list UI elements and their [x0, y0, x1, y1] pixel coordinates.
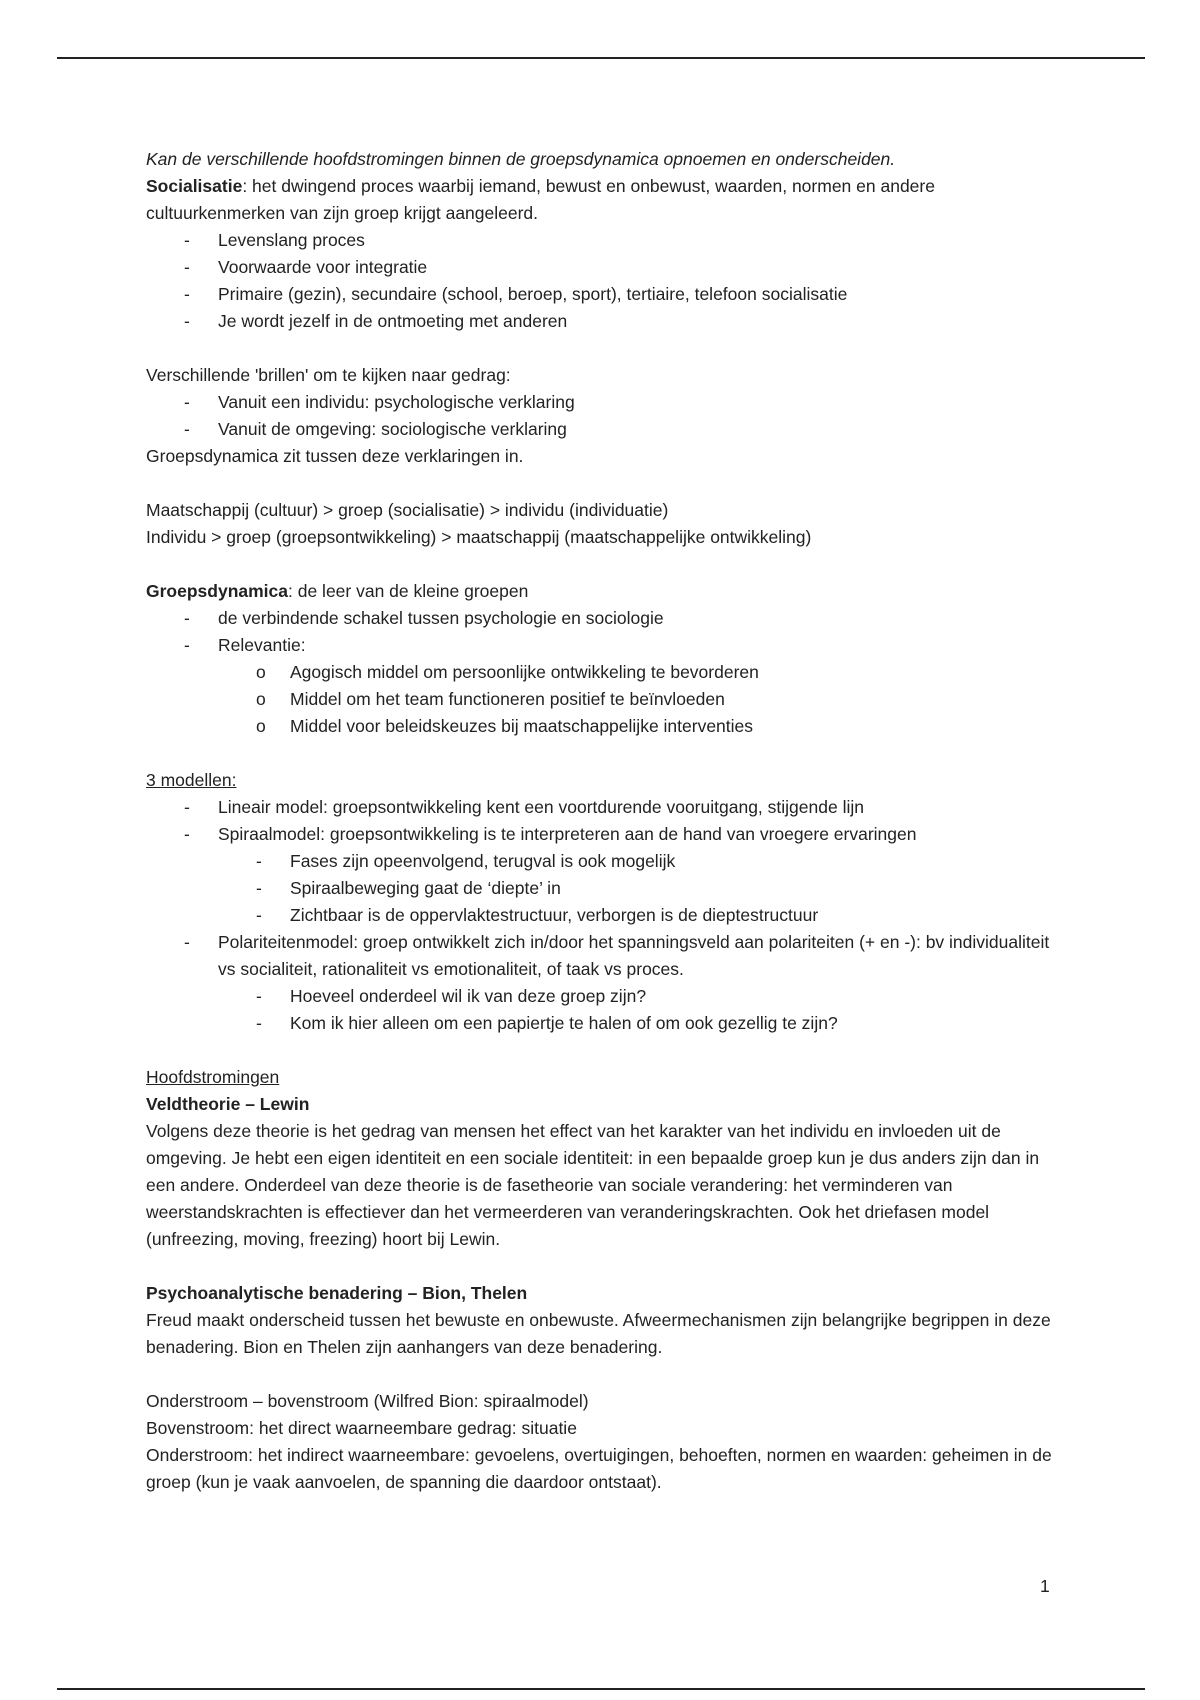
list-item: - Fases zijn opeenvolgend, terugval is ook mogelijk [146, 848, 1066, 875]
veldtheorie-text: Volgens deze theorie is het gedrag van mensen het effect van het karakter van het individu en invloeden uit de omgeving. Je hebt een eigen identiteit en een sociale identiteit: in een bepaalde groep kun je dus anders zijn dan in een andere. Onderdeel van deze theorie is de fasetheorie van sociale verandering: het verminderen van weerstandskrachten is effectiever dan het vermeerderen van veranderingskrachten. Ook het driefasen model (unfreezing, moving, freezing) hoort bij Lewin. [146, 1121, 1040, 1249]
stroom-line: Onderstroom: het indirect waarneembare: gevoelens, overtuigingen, behoeften, normen en waarden: geheimen in de groep (kun je vaak aanvoelen, de spanning die daardoor ontstaat). [146, 1445, 1052, 1492]
psychoanalytisch-title [146, 1280, 1066, 1307]
list-item: - Levenslang proces [146, 227, 1066, 254]
list-item: - Vanuit de omgeving: sociologische verklaring [146, 416, 1066, 443]
brillen-list [146, 389, 1066, 443]
socialisatie-definition [146, 173, 1066, 227]
socialisatie-term: Socialisatie [146, 176, 243, 196]
list-item: - Relevantie: [146, 632, 1066, 659]
list-item: o Middel voor beleidskeuzes bij maatschappelijke interventies [146, 713, 1066, 740]
list-item: o Middel om het team functioneren positief te beïnvloeden [146, 686, 1066, 713]
list-item: - Polariteitenmodel: groep ontwikkelt zich in/door het spanningsveld aan polariteiten (+ en -): bv individualiteit vs socialiteit, rationaliteit vs emotionaliteit, of taak vs proces. [146, 929, 1066, 983]
list-item: o Agogisch middel om persoonlijke ontwikkeling te bevorderen [146, 659, 1066, 686]
list-item: - Hoeveel onderdeel wil ik van deze groep zijn? [146, 983, 1066, 1010]
document-body [146, 146, 1066, 1496]
list-item: - Zichtbaar is de oppervlaktestructuur, verborgen is de dieptestructuur [146, 902, 1066, 929]
groepsdynamica-list [146, 605, 1066, 659]
veldtheorie-title [146, 1091, 1066, 1118]
page-number: 1 [1040, 1576, 1050, 1596]
relevantie-list [146, 659, 1066, 740]
polariteiten-list [146, 929, 1066, 983]
list-item: - Voorwaarde voor integratie [146, 254, 1066, 281]
groepsdynamica-definition [146, 578, 1066, 605]
brillen-outro: Groepsdynamica zit tussen deze verklaringen in. [146, 446, 524, 466]
flow-line: Maatschappij (cultuur) > groep (socialisatie) > individu (individuatie) [146, 500, 669, 520]
list-item: - de verbindende schakel tussen psychologie en sociologie [146, 605, 1066, 632]
list-item: - Kom ik hier alleen om een papiertje te halen of om ook gezellig te zijn? [146, 1010, 1066, 1037]
spiraal-sublist [146, 848, 1066, 929]
list-item: - Primaire (gezin), secundaire (school, beroep, sport), tertiaire, telefoon socialisatie [146, 281, 1066, 308]
stroom-line: Onderstroom – bovenstroom (Wilfred Bion: spiraalmodel) [146, 1391, 589, 1411]
flow-line: Individu > groep (groepsontwikkeling) > maatschappij (maatschappelijke ontwikkeling) [146, 527, 812, 547]
list-item: - Spiraalmodel: groepsontwikkeling is te interpreteren aan de hand van vroegere ervaringen [146, 821, 1066, 848]
brillen-intro: Verschillende 'brillen' om te kijken naar gedrag: [146, 365, 511, 385]
stroom-line: Bovenstroom: het direct waarneembare gedrag: situatie [146, 1418, 577, 1438]
list-item: - Vanuit een individu: psychologische verklaring [146, 389, 1066, 416]
psychoanalytisch-title-text: Psychoanalytische benadering – Bion, Thelen [146, 1283, 528, 1303]
list-item: - Spiraalbeweging gaat de ‘diepte’ in [146, 875, 1066, 902]
hoofdstromingen-heading: Hoofdstromingen [146, 1067, 280, 1087]
header-rule [57, 57, 1145, 59]
footer-rule [57, 1688, 1145, 1690]
socialisatie-list [146, 227, 1066, 335]
modellen-heading: 3 modellen: [146, 770, 237, 790]
list-item: - Lineair model: groepsontwikkeling kent een voortdurende vooruitgang, stijgende lijn [146, 794, 1066, 821]
psychoanalytisch-text: Freud maakt onderscheid tussen het bewuste en onbewuste. Afweermechanismen zijn belangrijke begrippen in deze benadering. Bion en Thelen zijn aanhangers van deze benadering. [146, 1310, 1051, 1357]
veldtheorie-title-text: Veldtheorie – Lewin [146, 1094, 310, 1114]
polariteiten-sublist [146, 983, 1066, 1037]
list-item: - Je wordt jezelf in de ontmoeting met anderen [146, 308, 1066, 335]
groepsdynamica-text: : de leer van de kleine groepen [288, 581, 529, 601]
modellen-list [146, 794, 1066, 848]
socialisatie-text: : het dwingend proces waarbij iemand, bewust en onbewust, waarden, normen en andere cultuurkenmerken van zijn groep krijgt aangeleerd. [146, 176, 935, 223]
learning-goal: Kan de verschillende hoofdstromingen binnen de groepsdynamica opnoemen en onderscheiden. [146, 149, 896, 169]
groepsdynamica-term: Groepsdynamica [146, 581, 288, 601]
